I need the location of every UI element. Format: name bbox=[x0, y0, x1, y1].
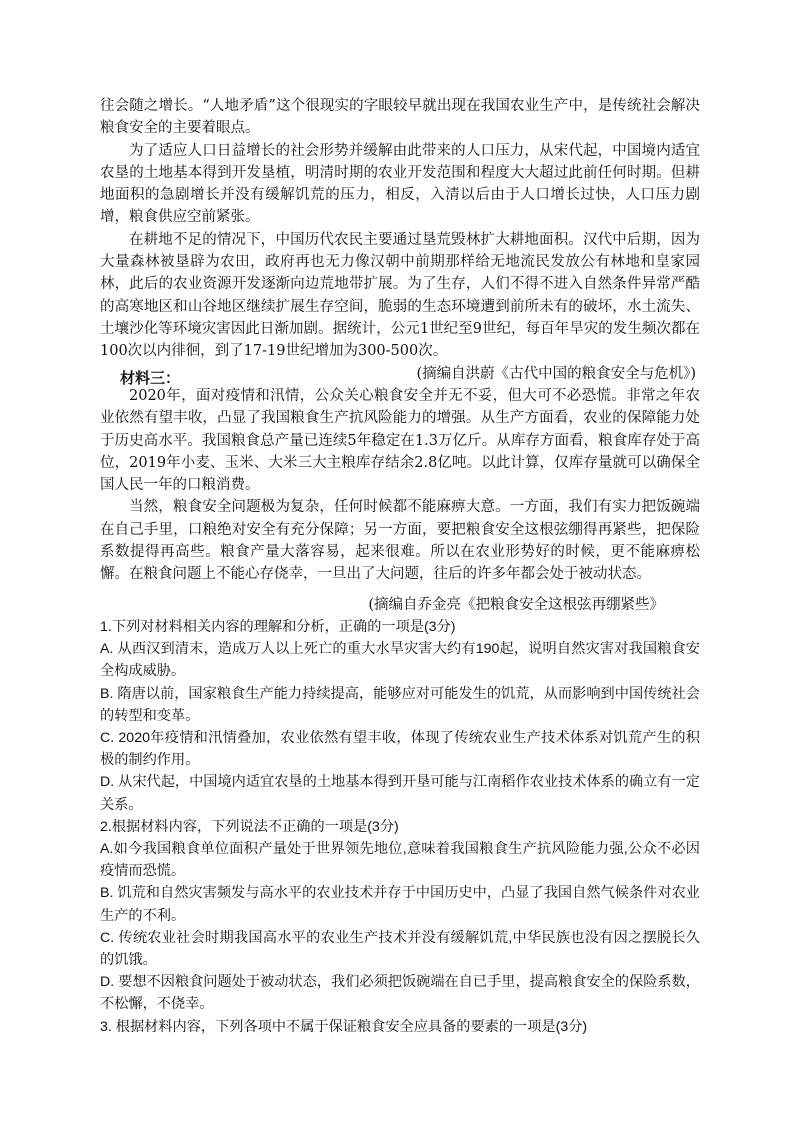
paragraph-3: 在耕地不足的情况下，中国历代农民主要通过垦荒毁林扩大耕地面积。汉代中后期，因为大量森林被垦辟为农田，政府再也无力像汉朝中前期那样给无地流民发放公有林地和皇家园林，此后的农业资源开发逐渐向边荒地带扩展。为了生存，人们不得不进入自然条件异常严酷的高寒地区和山谷地区继续扩展生存空间，脆弱的生态环境遭到前所未有的破坏，水土流失、土壤沙化等环境灾害因此日渐加剧。据统计，公元1世纪至9世纪，每百年旱灾的发生频次都在100次以内徘徊，到了17-19世纪增加为300-500次。 bbox=[100, 231, 700, 360]
paragraph-4: 2020年，面对疫情和汛情，公众关心粮食安全并无不妥，但大可不必恐慌。非常之年农业依然有望丰收，凸显了我国粮食生产抗风险能力的增强。从生产方面看，农业的保障能力处于历史高水平。我国粮食总产量已连续5年稳定在1.3万亿斤。从库存方面看，粮食库存处于高位，2019年小麦、玉米、大米三大主粮库存结余2.8亿吨。以此计算，仅库存量就可以确保全国人民一年的口粮消费。 bbox=[100, 388, 700, 494]
source-citation: (摘编自洪蔚《古代中国的粮食安全与危机》) bbox=[416, 365, 696, 382]
paragraph-1: 往会随之增长。“人地矛盾”这个很现实的字眼较早就出现在我国农业生产中，是传统社会解决粮食安全的主要着眼点。 bbox=[100, 98, 700, 137]
question-2-option-c: C. 传统农业社会时期我国高水平的农业生产技术并没有缓解饥荒,中华民族也没有因之摆脱长久的饥饿。 bbox=[100, 929, 700, 969]
question-1-option-d: D. 从宋代起，中国境内适宜农垦的土地基本得到开垦可能与江南稻作农业技术体系的确立有一定关系。 bbox=[100, 774, 700, 813]
paragraph-5: 当然，粮食安全问题极为复杂，任何时候都不能麻痹大意。一方面，我们有实力把饭碗端在自己手里，口粮绝对安全有充分保障；另一方面，要把粮食安全这根弦绷得再紧些，把保险系数提得再高些。粮食产量大落容易，起来很难。所以在农业形势好的时候，更不能麻痹松懈。在粮食问题上不能心存侥幸，一旦出了大问题，往后的许多年都会处于被动状态。 bbox=[100, 499, 700, 583]
question-2-option-d: D. 要想不因粮食问题处于被动状态，我们必须把饭碗端在自已手里，提高粮食安全的保险系数，不松懈，不侥幸。 bbox=[100, 974, 700, 1013]
question-2-option-a: A.如今我国粮食单位面积产量处于世界领先地位,意味着我国粮食生产抗风险能力强,公众不必因疫情而恐慌。 bbox=[100, 841, 700, 880]
question-1-stem: 1.下列对材料相关内容的理解和分析，正确的一项是(3分) bbox=[100, 619, 456, 635]
paragraph-2: 为了适应人口日益增长的社会形势并缓解由此带来的人口压力，从宋代起，中国境内适宜农垦的土地基本得到开发垦植，明清时期的农业开发范围和程度大大超过此前任何时期。但耕地面积的急剧增长并没有缓解饥荒的压力，相反，入清以后由于人口增长过快，人口压力剧增，粮食供应空前紧张。 bbox=[100, 142, 700, 226]
source-citation-2-wrapper bbox=[100, 594, 700, 616]
question-1-option-a: A. 从西汉到清末，造成万人以上死亡的重大水旱灾害大约有190起，说明自然灾害对我国粮食安全构成威胁。 bbox=[100, 641, 700, 680]
material-three-heading: 材料三： bbox=[120, 369, 181, 387]
question-1-option-c: C. 2020年疫情和汛情叠加，农业依然有望丰收，体现了传统农业生产技术体系对饥荒产生的积极的制约作用。 bbox=[100, 730, 700, 769]
question-3-stem: 3. 根据材料内容，下列各项中不属于保证粮食安全应具备的要素的一项是(3分) bbox=[100, 1018, 588, 1035]
material-three-section bbox=[100, 385, 700, 586]
material-two-section bbox=[100, 95, 700, 385]
question-2-option-b: B. 饥荒和自然灾害频发与高水平的农业技术并存于中国历史中，凸显了我国自然气候条件对农业生产的不利。 bbox=[100, 885, 700, 924]
question-1-option-b: B. 隋唐以前，国家粮食生产能力持续提高，能够应对可能发生的饥荒，从而影响到中国传统社会的转型和变革。 bbox=[100, 685, 700, 724]
question-2-stem: 2.根据材料内容，下列说法不正确的一项是(3分) bbox=[100, 818, 399, 835]
source-citation: (摘编自乔金亮《把粮食安全这根弦再绷紧些》 bbox=[368, 597, 664, 613]
questions-section bbox=[100, 616, 700, 1038]
